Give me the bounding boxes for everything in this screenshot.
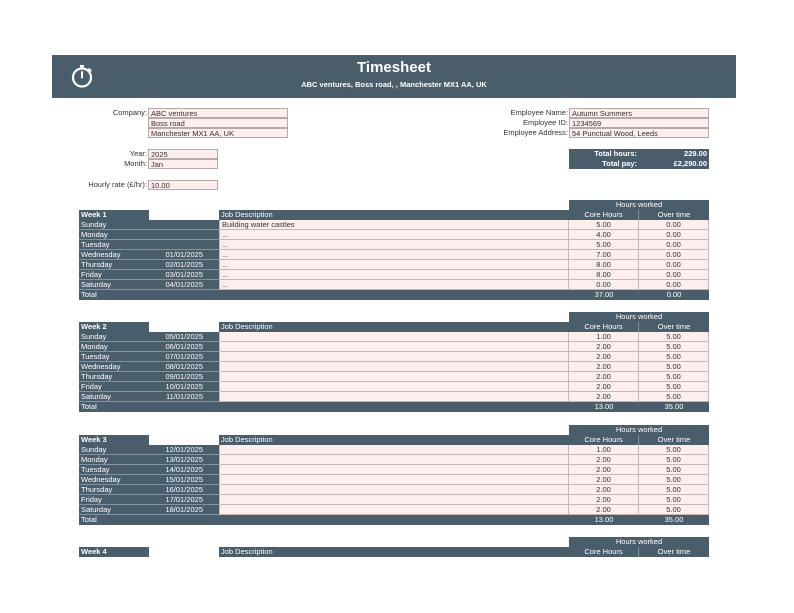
date-cell: 03/01/2025 (149, 270, 219, 280)
day-cell: Friday (79, 382, 149, 392)
core-hours-cell[interactable]: 5.00 (569, 220, 639, 230)
core-hours-header: Core Hours (569, 322, 639, 332)
job-description-header: Job Description (219, 435, 569, 445)
day-cell: Tuesday (79, 240, 149, 250)
date-cell: 01/01/2025 (149, 250, 219, 260)
core-hours-cell[interactable]: 5.00 (569, 240, 639, 250)
table-row (79, 382, 709, 392)
day-cell: Wednesday (79, 362, 149, 372)
day-cell: Tuesday (79, 465, 149, 475)
total-label: Total (79, 515, 149, 525)
table-row (79, 495, 709, 505)
core-hours-cell[interactable]: 2.00 (569, 505, 639, 515)
job-description-cell[interactable] (219, 465, 569, 475)
table-row (79, 270, 709, 280)
week-label: Week 1 (79, 210, 149, 220)
job-description-cell[interactable] (219, 455, 569, 465)
core-hours-cell[interactable]: 4.00 (569, 230, 639, 240)
employee-name-label: Employee Name: (510, 108, 568, 117)
core-hours-header: Core Hours (569, 435, 639, 445)
company-name-field[interactable]: ABC ventures (148, 108, 288, 118)
employee-id-field[interactable]: 1234569 (569, 118, 709, 128)
date-cell: 04/01/2025 (149, 280, 219, 290)
day-cell: Monday (79, 455, 149, 465)
week-total-row (79, 402, 709, 412)
table-row (79, 445, 709, 455)
date-cell (149, 220, 219, 230)
table-row (79, 260, 709, 270)
job-description-cell[interactable] (219, 505, 569, 515)
date-cell: 13/01/2025 (149, 455, 219, 465)
day-cell: Saturday (79, 392, 149, 402)
total-desc-spacer (219, 290, 569, 300)
day-cell: Wednesday (79, 250, 149, 260)
job-description-cell[interactable]: ... (219, 280, 569, 290)
date-cell: 12/01/2025 (149, 445, 219, 455)
employee-address-field[interactable]: 54 Punctual Wood, Leeds (569, 128, 709, 138)
overtime-header: Over time (639, 322, 709, 332)
date-cell: 10/01/2025 (149, 382, 219, 392)
week-header-spacer (149, 547, 219, 557)
job-description-cell[interactable] (219, 392, 569, 402)
job-description-cell[interactable] (219, 382, 569, 392)
table-row (79, 332, 709, 342)
table-row (79, 455, 709, 465)
week-header-row (79, 322, 709, 332)
day-cell: Sunday (79, 332, 149, 342)
table-row (79, 362, 709, 372)
total-core-hours: 13.00 (569, 515, 639, 525)
core-hours-cell[interactable]: 7.00 (569, 250, 639, 260)
overtime-cell[interactable]: 0.00 (639, 240, 709, 250)
table-row (79, 485, 709, 495)
date-cell: 18/01/2025 (149, 505, 219, 515)
month-field[interactable]: Jan (148, 159, 218, 169)
overtime-cell[interactable]: 0.00 (639, 270, 709, 280)
total-overtime: 35.00 (639, 402, 709, 412)
overtime-cell[interactable]: 0.00 (639, 280, 709, 290)
week-label: Week 4 (79, 547, 149, 557)
day-cell: Sunday (79, 445, 149, 455)
core-hours-header: Core Hours (569, 547, 639, 557)
core-hours-cell[interactable]: 8.00 (569, 260, 639, 270)
day-cell: Tuesday (79, 352, 149, 362)
job-description-header: Job Description (219, 322, 569, 332)
date-cell: 16/01/2025 (149, 485, 219, 495)
date-cell: 02/01/2025 (149, 260, 219, 270)
core-hours-cell[interactable]: 2.00 (569, 465, 639, 475)
job-description-cell[interactable] (219, 495, 569, 505)
core-hours-cell[interactable]: 2.00 (569, 392, 639, 402)
employee-address-label: Employee Address: (503, 128, 568, 137)
job-description-cell[interactable] (219, 372, 569, 382)
overtime-cell[interactable]: 5.00 (639, 332, 709, 342)
core-hours-cell[interactable]: 2.00 (569, 485, 639, 495)
table-row (79, 372, 709, 382)
total-overtime: 35.00 (639, 515, 709, 525)
week-label: Week 2 (79, 322, 149, 332)
hourly-rate-label: Hourly rate (£/hr): (88, 180, 147, 189)
week-header-row (79, 210, 709, 220)
day-cell: Thursday (79, 260, 149, 270)
day-cell: Friday (79, 495, 149, 505)
job-description-cell[interactable] (219, 485, 569, 495)
job-description-cell[interactable] (219, 342, 569, 352)
overtime-cell[interactable]: 5.00 (639, 475, 709, 485)
employee-name-field[interactable]: Autumn Summers (569, 108, 709, 118)
week-header-row (79, 435, 709, 445)
job-description-cell[interactable] (219, 475, 569, 485)
day-cell: Wednesday (79, 475, 149, 485)
job-description-cell[interactable] (219, 332, 569, 342)
week-header-row (79, 547, 709, 557)
total-pay-label: Total pay: (602, 159, 637, 168)
date-cell: 05/01/2025 (149, 332, 219, 342)
company-city-field[interactable]: Manchester MX1 AA, UK (148, 128, 288, 138)
date-cell (149, 230, 219, 240)
day-cell: Thursday (79, 485, 149, 495)
total-desc-spacer (219, 402, 569, 412)
day-cell: Saturday (79, 280, 149, 290)
day-cell: Monday (79, 342, 149, 352)
total-label: Total (79, 290, 149, 300)
total-label: Total (79, 402, 149, 412)
core-hours-cell[interactable]: 2.00 (569, 362, 639, 372)
week-header-spacer (149, 210, 219, 220)
date-cell: 17/01/2025 (149, 495, 219, 505)
core-hours-cell[interactable]: 1.00 (569, 332, 639, 342)
job-description-cell[interactable]: Building water castles (219, 220, 569, 230)
job-description-cell[interactable]: ... (219, 250, 569, 260)
job-description-header: Job Description (219, 210, 569, 220)
total-core-hours: 37.00 (569, 290, 639, 300)
total-hours-value: 229.00 (684, 149, 707, 158)
company-address-subtitle: ABC ventures, Boss road, , Manchester MX1 AA, UK (301, 80, 487, 89)
total-desc-spacer (219, 515, 569, 525)
week-total-row (79, 290, 709, 300)
overtime-header: Over time (639, 435, 709, 445)
core-hours-cell[interactable]: 2.00 (569, 475, 639, 485)
date-cell: 06/01/2025 (149, 342, 219, 352)
company-street-field[interactable]: Boss road (148, 118, 288, 128)
date-cell: 08/01/2025 (149, 362, 219, 372)
date-cell: 15/01/2025 (149, 475, 219, 485)
table-row (79, 352, 709, 362)
core-hours-cell[interactable]: 2.00 (569, 352, 639, 362)
table-row (79, 505, 709, 515)
core-hours-cell[interactable]: 2.00 (569, 455, 639, 465)
core-hours-cell[interactable]: 0.00 (569, 280, 639, 290)
core-hours-header: Core Hours (569, 210, 639, 220)
hourly-rate-field[interactable]: 10.00 (148, 180, 218, 190)
year-field[interactable]: 2025 (148, 149, 218, 159)
total-hours-label: Total hours: (594, 149, 637, 158)
job-description-cell[interactable] (219, 352, 569, 362)
job-description-header: Job Description (219, 547, 569, 557)
core-hours-cell[interactable]: 2.00 (569, 372, 639, 382)
core-hours-cell[interactable]: 2.00 (569, 382, 639, 392)
hours-worked-header: Hours worked (569, 537, 709, 547)
overtime-cell[interactable]: 5.00 (639, 362, 709, 372)
overtime-cell[interactable]: 5.00 (639, 352, 709, 362)
month-label: Month: (124, 159, 147, 168)
year-label: Year: (129, 149, 147, 158)
table-row (79, 475, 709, 485)
table-row (79, 230, 709, 240)
table-row (79, 220, 709, 230)
date-cell: 14/01/2025 (149, 465, 219, 475)
overtime-cell[interactable]: 5.00 (639, 455, 709, 465)
job-description-cell[interactable]: ... (219, 240, 569, 250)
week-header-spacer (149, 322, 219, 332)
date-cell: 09/01/2025 (149, 372, 219, 382)
day-cell: Friday (79, 270, 149, 280)
table-row (79, 250, 709, 260)
core-hours-cell[interactable]: 2.00 (569, 342, 639, 352)
total-core-hours: 13.00 (569, 402, 639, 412)
overtime-cell[interactable]: 0.00 (639, 250, 709, 260)
table-row (79, 465, 709, 475)
week-header-spacer (149, 435, 219, 445)
day-cell: Monday (79, 230, 149, 240)
date-cell: 07/01/2025 (149, 352, 219, 362)
overtime-cell[interactable]: 5.00 (639, 445, 709, 455)
core-hours-cell[interactable]: 2.00 (569, 495, 639, 505)
total-spacer (149, 515, 219, 525)
table-row (79, 392, 709, 402)
overtime-cell[interactable]: 0.00 (639, 260, 709, 270)
overtime-cell[interactable]: 5.00 (639, 342, 709, 352)
overtime-cell[interactable]: 5.00 (639, 505, 709, 515)
overtime-header: Over time (639, 547, 709, 557)
job-description-cell[interactable] (219, 362, 569, 372)
table-row (79, 240, 709, 250)
total-spacer (149, 290, 219, 300)
total-spacer (149, 402, 219, 412)
job-description-cell[interactable]: ... (219, 260, 569, 270)
page-title: Timesheet (357, 59, 431, 76)
overtime-cell[interactable]: 0.00 (639, 230, 709, 240)
total-pay-value: £2,290.00 (673, 159, 707, 168)
overtime-cell[interactable]: 5.00 (639, 495, 709, 505)
date-cell: 11/01/2025 (149, 392, 219, 402)
total-overtime: 0.00 (639, 290, 709, 300)
week-total-row (79, 515, 709, 525)
overtime-cell[interactable]: 5.00 (639, 392, 709, 402)
day-cell: Saturday (79, 505, 149, 515)
hours-worked-header: Hours worked (569, 200, 709, 210)
day-cell: Sunday (79, 220, 149, 230)
overtime-cell[interactable]: 5.00 (639, 382, 709, 392)
hours-worked-header: Hours worked (569, 425, 709, 435)
job-description-cell[interactable] (219, 445, 569, 455)
core-hours-cell[interactable]: 1.00 (569, 445, 639, 455)
week-label: Week 3 (79, 435, 149, 445)
overtime-cell[interactable]: 5.00 (639, 372, 709, 382)
job-description-cell[interactable]: ... (219, 230, 569, 240)
job-description-cell[interactable]: ... (219, 270, 569, 280)
table-row (79, 280, 709, 290)
table-row (79, 342, 709, 352)
date-cell (149, 240, 219, 250)
overtime-header: Over time (639, 210, 709, 220)
overtime-cell[interactable]: 5.00 (639, 465, 709, 475)
day-cell: Thursday (79, 372, 149, 382)
timesheet-banner (52, 55, 736, 98)
overtime-cell[interactable]: 0.00 (639, 220, 709, 230)
employee-id-label: Employee ID: (522, 118, 568, 127)
total-hours-box (569, 149, 709, 159)
hours-worked-header: Hours worked (569, 312, 709, 322)
company-label: Company: (112, 108, 147, 117)
core-hours-cell[interactable]: 8.00 (569, 270, 639, 280)
total-pay-box (569, 159, 709, 169)
overtime-cell[interactable]: 5.00 (639, 485, 709, 495)
